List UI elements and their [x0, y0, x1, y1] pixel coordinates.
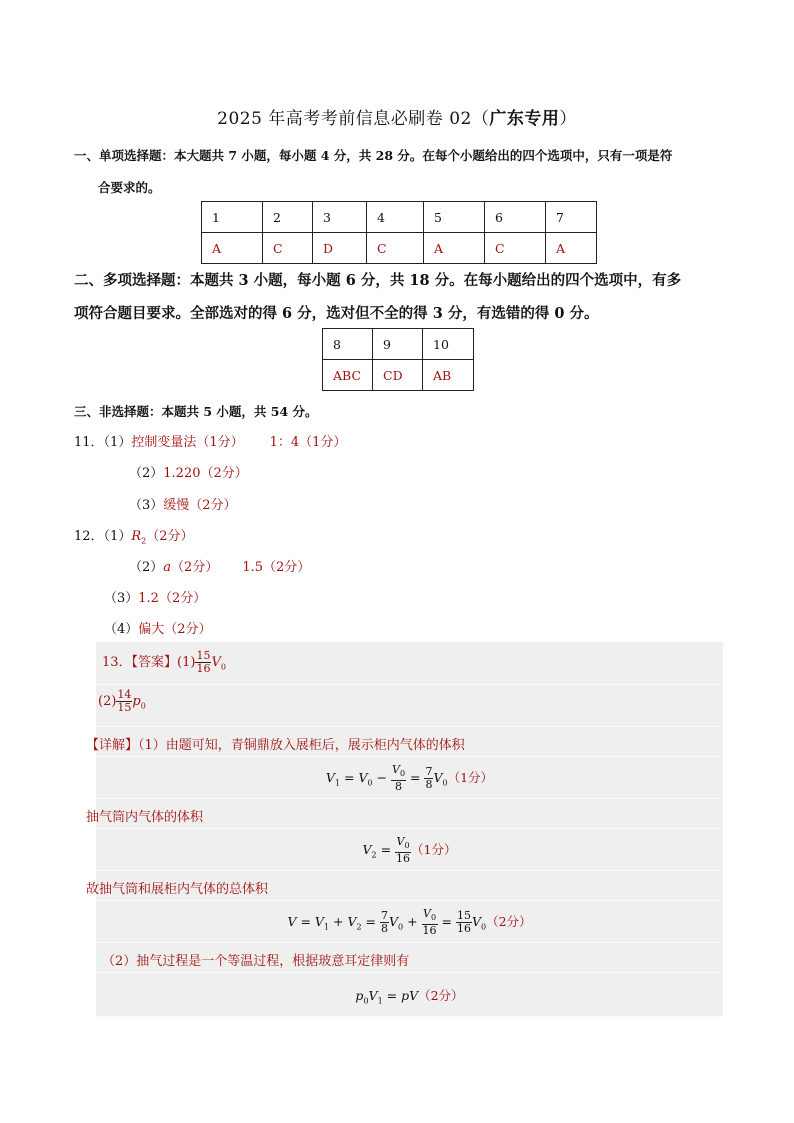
section1-heading-line2: 合要求的。 [98, 180, 161, 195]
fraction: $\frac{15}{16}$ [456, 909, 471, 936]
q12-line2: （2）a（2分） 1.5（2分） [129, 560, 311, 575]
fraction: $\frac{7}{8}$ [381, 909, 388, 936]
answer-cell: C [485, 233, 546, 264]
table-row [323, 329, 474, 360]
q13-equation-3: $V = V_1 + V_2$ = $\frac{7}{8}$ $V_0$ + $\frac{V_0}{16}$ = $\frac{15}{16}$ $V_0(2$分） [96, 900, 723, 943]
fraction: $\frac{V_0}{8}$ [392, 763, 406, 794]
question-number: 1 [202, 202, 263, 233]
answer-cell: D [313, 233, 367, 264]
q11-line1: 11．（1）控制变量法（1分） 1：4（1分） [74, 435, 347, 450]
page-title: 2025 年高考考前信息必刷卷 02（广东专用） [217, 109, 577, 129]
q11-line3: （3）缓慢（2分） [129, 498, 237, 513]
answer-cell: A [424, 233, 485, 264]
q13-text-4: （2）抽气过程是一个等温过程，根据玻意耳定律则有 [96, 942, 723, 973]
q11-line2: （2）1.220（2分） [129, 466, 248, 481]
question-number: 6 [485, 202, 546, 233]
q13-solution-block [86, 642, 723, 1016]
fraction: $\frac{7}{8}$ [425, 765, 433, 792]
question-number: 4 [367, 202, 424, 233]
q13-answer-line1: 13．【答案】(1) $\frac{15}{16}$ $V_0$ [96, 642, 723, 685]
question-number: 2 [263, 202, 313, 233]
answer-cell: C [367, 233, 424, 264]
question-number: 8 [323, 329, 373, 360]
single-choice-answer-table [201, 201, 597, 264]
answer-cell: A [546, 233, 597, 264]
q12-line3: （3）1.2（2分） [104, 591, 207, 606]
question-number: 9 [373, 329, 423, 360]
question-number: 7 [546, 202, 597, 233]
question-number: 5 [424, 202, 485, 233]
q13-equation-4: $p_0V_1 = pV(2$分） [96, 972, 723, 1017]
q12-line1: 12．$(1)R_2(2$分） [74, 529, 194, 546]
section2-heading [74, 264, 724, 330]
q13-detail-line: 【详解】（1）由题可知，青铜鼎放入展柜后，展示柜内气体的体积 [96, 726, 723, 757]
table-row [202, 202, 597, 233]
table-row [323, 360, 474, 391]
q13-text-2: 抽气筒内气体的体积 [96, 798, 723, 829]
section1-heading-line1: 一、单项选择题：本大题共 7 小题，每小题 4 分，共 28 分。在每个小题给出的四个选项中，只有一项是符 [74, 148, 673, 163]
question-number: 10 [423, 329, 474, 360]
section2-heading-line2: 项符合题目要求。全部选对的得 6 分，选对但不全的得 3 分，有选错的得 0 分。 [74, 305, 599, 322]
answer-cell: C [263, 233, 313, 264]
section3-heading: 三、非选择题：本题共 5 小题，共 54 分。 [74, 404, 318, 419]
q13-equation-1: $V_1 = V_0$ − $\frac{V_0}{8}$ = $\frac{7}{8}$ $V_0(1$分） [96, 756, 723, 799]
question-number: 3 [313, 202, 367, 233]
answer-cell: CD [373, 360, 423, 391]
fraction: $\frac{V_0}{16}$ [422, 907, 437, 938]
table-row [202, 233, 597, 264]
answer-cell: AB [423, 360, 474, 391]
q12-line4: （4）偏大（2分） [104, 622, 212, 637]
q13-answer-line2: (2) $\frac{14}{15}$ $p_0$ [96, 684, 723, 727]
q13-text-3: 故抽气筒和展柜内气体的总体积 [96, 870, 723, 901]
fraction: $\frac{15}{16}$ [196, 649, 211, 675]
multi-choice-answer-table [322, 328, 474, 391]
fraction: $\frac{V_0}{16}$ [396, 835, 411, 866]
q13-equation-2: $V_2$ = $\frac{V_0}{16}$ （1分） [96, 828, 723, 871]
answer-cell: A [202, 233, 263, 264]
section2-heading-line1: 二、多项选择题：本题共 3 小题，每小题 6 分，共 18 分。在每小题给出的四个选项中，有多 [74, 272, 682, 289]
fraction: $\frac{14}{15}$ [117, 688, 132, 714]
answer-cell: ABC [323, 360, 373, 391]
